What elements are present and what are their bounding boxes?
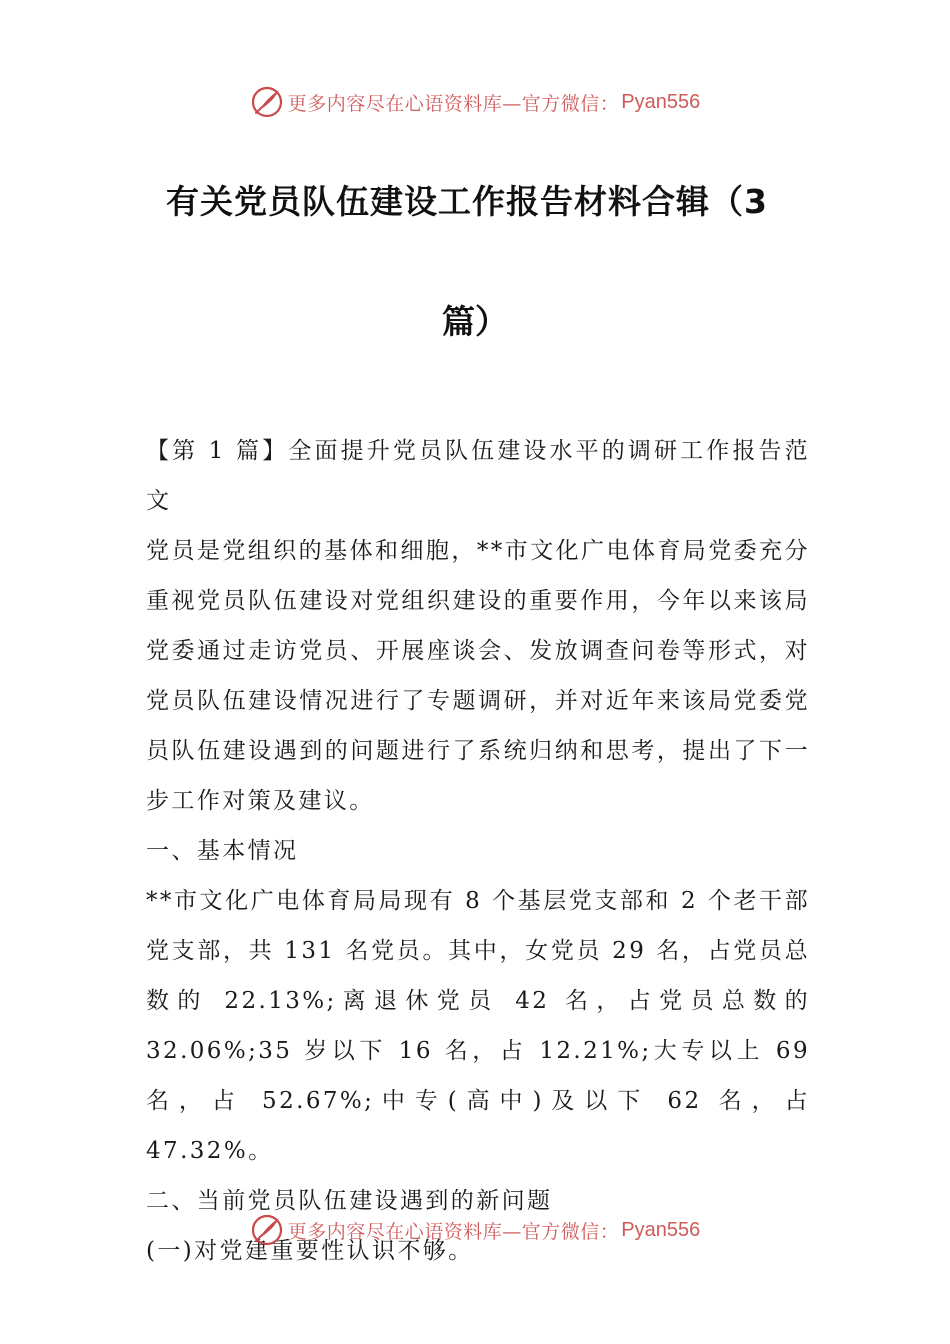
footer-watermark: [0, 1210, 950, 1250]
body-paragraph: 党员是党组织的基体和细胞，**市文化广电体育局党委充分重视党员队伍建设对党组织建设的重要作用，今年以来该局党委通过走访党员、开展座谈会、发放调查问卷等形式，对党员队伍建设情况进行了专题调研，并对近年来该局党委党员队伍建设遇到的问题进行了系统归纳和思考，提出了下一步工作对策及建议。: [146, 538, 810, 814]
body-paragraph: **市文化广电体育局局现有 8 个基层党支部和 2 个老干部党支部，共 131 名党员。其中，女党员 29 名，占党员总数的 22.13%;离退休党员 42 名，占党员总数的 32.06%;35 岁以下 16 名，占 12.21%;大专以上 69 名，占 52.67%;中专(高中)及以下 62 名，占 47.32%。: [146, 888, 810, 1164]
wechat-id: Pyan556: [621, 1218, 701, 1241]
watermark-text: 更多内容尽在心语资料库—官方微信：: [287, 1220, 620, 1243]
quill-logo-icon: [250, 1213, 284, 1247]
subheading: 一、基本情况: [146, 838, 299, 864]
header-watermark: [0, 82, 950, 122]
watermark-text: 更多内容尽在心语资料库—官方微信：: [287, 92, 620, 115]
document-title-line-1: 有关党员队伍建设工作报告材料合辑（3: [166, 182, 768, 221]
wechat-id: Pyan556: [621, 90, 701, 113]
subheading: 二、当前党员队伍建设遇到的新问题: [146, 1188, 553, 1214]
document-body: [146, 426, 810, 1276]
quill-logo-icon: [250, 85, 284, 119]
subheading: (一)对党建重要性认识不够。: [146, 1238, 474, 1264]
section-heading: 【第 1 篇】全面提升党员队伍建设水平的调研工作报告范文: [146, 438, 810, 514]
document-title-line-2: 篇）: [442, 302, 508, 341]
